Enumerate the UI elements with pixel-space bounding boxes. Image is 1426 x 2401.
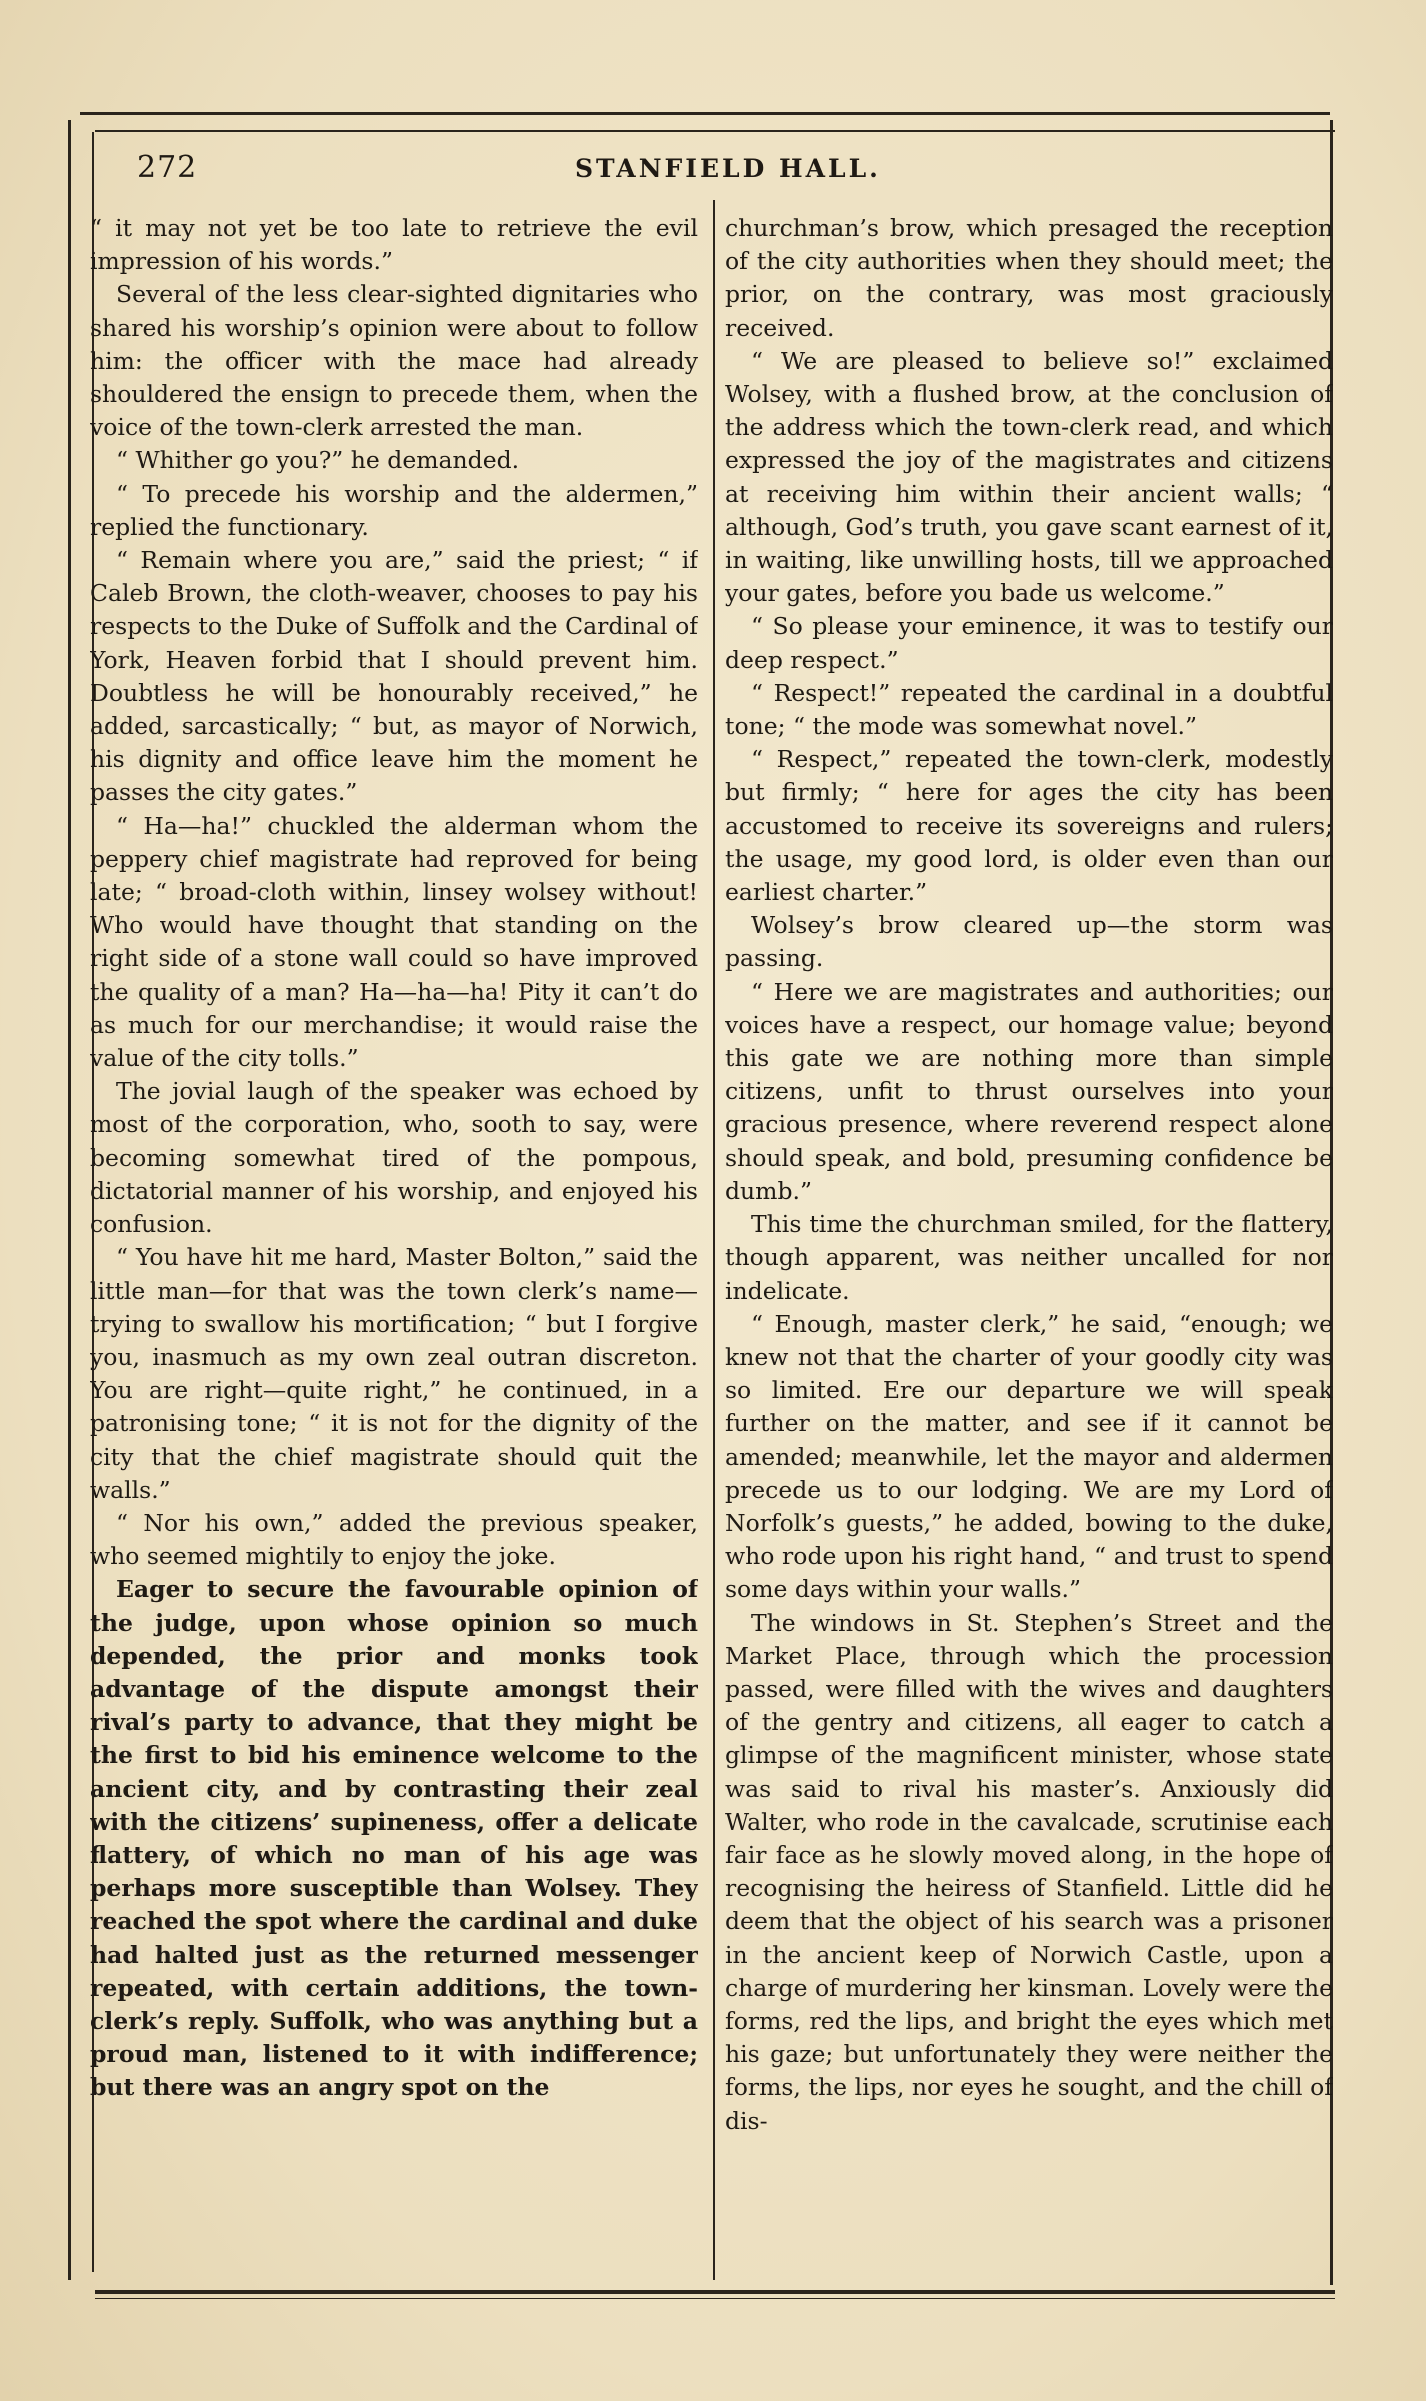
page-number: 272	[137, 150, 198, 185]
paragraph: “ Whither go you?” he demanded.	[116, 446, 520, 475]
paragraph: “ We are pleased to believe so!” exclaimed Wolsey, with a flushed brow, at the conclusion of the address which the town-clerk read, and which expressed the joy of the magistrates and citizens at receiving him within their ancient walls; “ although, God’s truth, you gave scant earnest of it, in waiting, like unwilling hosts, till we approached your gates, before you bade us welcome.”	[725, 346, 1333, 608]
paragraph: “ You have hit me hard, Master Bolton,” said the little man—for that was the town clerk’s name—trying to swallow his mortification; “ but I forgive you, inasmuch as my own zeal outran discreton. You are right—quite right,” he continued, in a patronising tone; “ it is not for the dignity of the city that the chief magistrate should quit the walls.”	[90, 1243, 698, 1504]
paragraph: This time the churchman smiled, for the flattery, though apparent, was neither uncalled for nor indelicate.	[725, 1210, 1333, 1305]
paragraph: “ Ha—ha!” chuckled the alderman whom the peppery chief magistrate had reproved for being late; “ broad-cloth within, linsey wolsey without! Who would have thought that standing on the right side of a stone wall could so have improved the quality of a man? Ha—ha—ha! Pity it can’t do as much for our merchandise; it would raise the value of the city tolls.”	[90, 811, 698, 1073]
paragraph: “ Enough, master clerk,” he said, “enough; we knew not that the charter of your goodly city was so limited. Ere our departure we will speak further on the matter, and see if it cannot be amended; meanwhile, let the mayor and aldermen precede us to our lodging. We are my Lord of Norfolk’s guests,” he added, bowing to the duke, who rode upon his right hand, “ and trust to spend some days within your walls.”	[725, 1309, 1333, 1604]
left-frame-rule	[68, 120, 71, 2280]
paragraph: churchman’s brow, which presaged the reception of the city authorities when they should meet; the prior, on the contrary, was most graciously received.	[725, 214, 1333, 342]
bottom-thin-rule	[95, 2298, 1335, 2299]
paragraph: “ Respect,” repeated the town-clerk, modestly but firmly; “ here for ages the city has been accustomed to receive its sovereigns and rulers; the usage, my good lord, is older even than our earliest charter.”	[725, 745, 1333, 907]
paragraph: “ Respect!” repeated the cardinal in a doubtful tone; “ the mode was somewhat novel.”	[725, 678, 1333, 741]
running-title: STANFIELD HALL.	[575, 154, 881, 183]
paragraph: The jovial laugh of the speaker was echoed by most of the corporation, who, sooth to say, were becoming somewhat tired of the pompous, dictatorial manner of his worship, and enjoyed his confusion.	[90, 1077, 698, 1239]
paragraph: Eager to secure the favourable opinion of the judge, upon whose opinion so much depended, the prior and monks took advantage of the dispute amongst their rival’s party to advance, that they might be the first to bid his eminence welcome to the ancient city, and by contrasting their zeal with the citizens’ supineness, offer a delicate flattery, of which no man of his age was perhaps more susceptible than Wolsey. They reached the spot where the cardinal and duke had halted just as the returned messenger repeated, with certain additions, the town-clerk’s reply. Suffolk, who was anything but a proud man, listened to it with indifference; but there was an angry spot on the	[90, 1575, 698, 2102]
paragraph: “ Remain where you are,” said the priest; “ if Caleb Brown, the cloth-weaver, chooses to pay his respects to the Duke of Suffolk and the Cardinal of York, Heaven forbid that I should prevent him. Doubtless he will be honourably received,” he added, sarcastically; “ but, as mayor of Norwich, his dignity and office leave him the moment he passes the city gates.”	[90, 546, 698, 807]
paragraph: “ To precede his worship and the aldermen,” replied the functionary.	[90, 479, 698, 541]
paragraph: The windows in St. Stephen’s Street and the Market Place, through which the procession passed, were filled with the wives and daughters of the gentry and citizens, all eager to catch a glimpse of the magnificent minister, whose state was said to rival his master’s. Anxiously did Walter, who rode in the cavalcade, scrutinise each fair face as he slowly moved along, in the hope of recognising the heiress of Stanfield. Little did he deem that the object of his search was a prisoner in the ancient keep of Norwich Castle, upon a charge of murdering her kinsman. Lovely were the forms, red the lips, and bright the eyes which met his gaze; but unfortunately they were neither the forms, the lips, nor eyes he sought, and the chill of dis-	[725, 1608, 1333, 2135]
paragraph: Wolsey’s brow cleared up—the storm was passing.	[725, 911, 1333, 973]
bottom-border-rule	[95, 2290, 1335, 2294]
paragraph: “ So please your eminence, it was to testify our deep respect.”	[725, 612, 1333, 674]
top-border-rule	[80, 112, 1330, 115]
paragraph: “ Here we are magistrates and authorities; our voices have a respect, our homage value; beyond this gate we are nothing more than simple citizens, unfit to thrust ourselves into your gracious presence, where reverend respect alone should speak, and bold, presuming confidence be dumb.”	[725, 977, 1333, 1205]
right-column	[725, 212, 1333, 2272]
column-divider	[713, 200, 715, 2280]
page-header	[95, 150, 1330, 190]
header-rule	[95, 130, 1335, 132]
paragraph: “ Nor his own,” added the previous speaker, who seemed mightily to enjoy the joke.	[90, 1508, 698, 1571]
paragraph: “ it may not yet be too late to retrieve the evil impression of his words.”	[90, 214, 698, 276]
paragraph: Several of the less clear-sighted dignitaries who shared his worship’s opinion were about to follow him: the officer with the mace had already shouldered the ensign to precede them, when the voice of the town-clerk arrested the man.	[90, 280, 698, 442]
left-column	[90, 212, 698, 2272]
